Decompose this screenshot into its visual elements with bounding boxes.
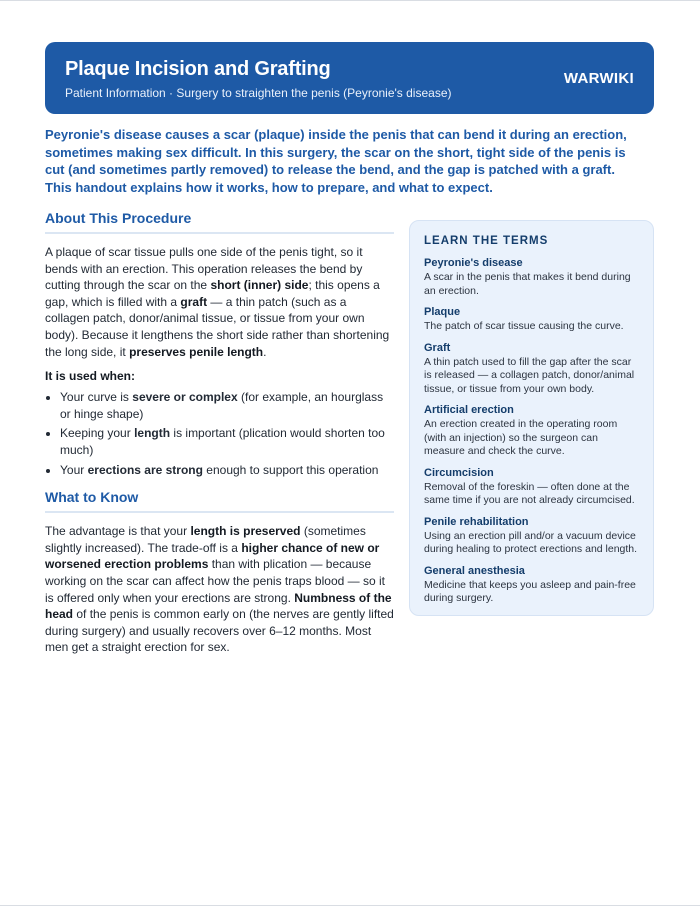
emphasis-graft: graft bbox=[180, 294, 208, 309]
page-subtitle: Patient Information · Surgery to straighten the penis (Peyronie's disease) bbox=[65, 86, 452, 100]
intro-summary: Peyronie's disease causes a scar (plaque) inside the penis that can bend it during an erection, sometimes making sex difficult. In this surgery, the scar on the short, tight side of the penis is cut (and sometimes partly removed) to release the bend, and the gap is patched with a graft. This handout explains how it works, how to prepare, and what to expect. bbox=[45, 127, 627, 195]
top-border bbox=[0, 0, 700, 1]
glossary-entry bbox=[424, 403, 639, 459]
brand-logo-text: WARWIKI bbox=[563, 70, 634, 87]
section-what-to-know bbox=[45, 488, 394, 656]
glossary-entry bbox=[424, 466, 639, 508]
list-item bbox=[60, 389, 394, 422]
emphasis: severe or complex bbox=[132, 390, 238, 405]
emphasis-preserves-length: preserves penile length bbox=[129, 344, 264, 359]
text-run: The advantage is that your bbox=[45, 524, 191, 539]
glossary-term: Artificial erection bbox=[424, 404, 514, 416]
glossary-term: General anesthesia bbox=[424, 564, 525, 577]
used-when-heading: It is used when: bbox=[45, 369, 136, 384]
text-run: Your bbox=[60, 462, 88, 477]
glossary-entry bbox=[424, 564, 639, 606]
glossary-term: Graft bbox=[424, 341, 451, 354]
know-paragraph bbox=[45, 523, 394, 656]
text-run: (sometimes slightly increased). The trade-off is a bbox=[45, 524, 366, 555]
text-run: than with plication — because working on the scar can affect how the penis traps blood — so it is offered only when your erections are strong. bbox=[45, 557, 385, 605]
glossary-definition: The patch of scar tissue causing the curve. bbox=[424, 320, 624, 332]
text-run: ; this opens a gap, which is filled with a bbox=[45, 278, 380, 309]
glossary-title: LEARN THE TERMS bbox=[424, 235, 549, 247]
glossary-entry bbox=[424, 256, 639, 298]
emphasis: higher chance of new or worsened erection problems bbox=[45, 540, 380, 572]
glossary-definition: A thin patch used to fill the gap after the scar is released — a collagen patch, donor/animal tissue, or tissue from your own body. bbox=[424, 355, 635, 395]
glossary-term: Peyronie's disease bbox=[424, 257, 523, 269]
text-run: (for example, an hourglass or hinge shape) bbox=[60, 390, 384, 421]
criteria-list bbox=[45, 389, 394, 478]
glossary-definition: Removal of the foreskin — often done at the same time if you are not already circumcised. bbox=[424, 480, 635, 506]
glossary-definition: A scar in the penis that makes it bend during an erection. bbox=[424, 271, 631, 297]
text-run: of the penis is common early on (the nerves are gently lifted during surgery) and usually recovers over 6–12 months. Most men get a straight erection for sex. bbox=[45, 607, 394, 655]
glossary-term: Circumcision bbox=[424, 466, 494, 479]
text-run: is important (plication would shorten too much) bbox=[60, 426, 385, 457]
glossary-entry bbox=[424, 305, 639, 334]
section-title-know: What to Know bbox=[45, 488, 394, 513]
emphasis-short-side: short (inner) side bbox=[210, 278, 309, 293]
text-run: enough to support this operation bbox=[202, 462, 379, 477]
emphasis: length bbox=[134, 426, 171, 441]
header-banner bbox=[45, 42, 654, 114]
emphasis: length is preserved bbox=[190, 524, 301, 539]
list-item bbox=[60, 462, 394, 479]
text-run: Your curve is bbox=[60, 390, 133, 405]
emphasis: erections are strong bbox=[87, 462, 203, 477]
glossary-term: Plaque bbox=[424, 306, 461, 318]
emphasis: Numbness of the head bbox=[45, 590, 392, 622]
glossary-sidebar bbox=[409, 220, 654, 616]
text-run: . bbox=[263, 344, 267, 359]
page-title: Plaque Incision and Grafting bbox=[65, 58, 331, 80]
glossary-definition: An erection created in the operating room (with an injection) so the surgeon can measure and check the curve. bbox=[424, 418, 618, 457]
text-run: A plaque of scar tissue pulls one side of the penis tight, so it bends with an erection. This operation releases the bend by cutting through the scar on the bbox=[45, 245, 363, 293]
glossary-definition: Medicine that keeps you asleep and pain-free during surgery. bbox=[424, 578, 636, 604]
glossary-entry bbox=[424, 341, 639, 397]
glossary-entry bbox=[424, 515, 639, 557]
text-run: — a thin patch (such as a collagen patch, donor/animal tissue, or tissue from your own body). Because it lengthens the short side rather than shortening the long side, it bbox=[45, 294, 390, 359]
main-column bbox=[45, 209, 394, 664]
glossary-term: Penile rehabilitation bbox=[424, 515, 529, 528]
list-item bbox=[60, 425, 394, 458]
glossary-definition: Using an erection pill and/or a vacuum device during healing to protect erections and length. bbox=[424, 529, 638, 555]
section-title-about: About This Procedure bbox=[45, 209, 394, 234]
text-run: Keeping your bbox=[60, 426, 135, 441]
about-paragraph bbox=[45, 244, 394, 360]
